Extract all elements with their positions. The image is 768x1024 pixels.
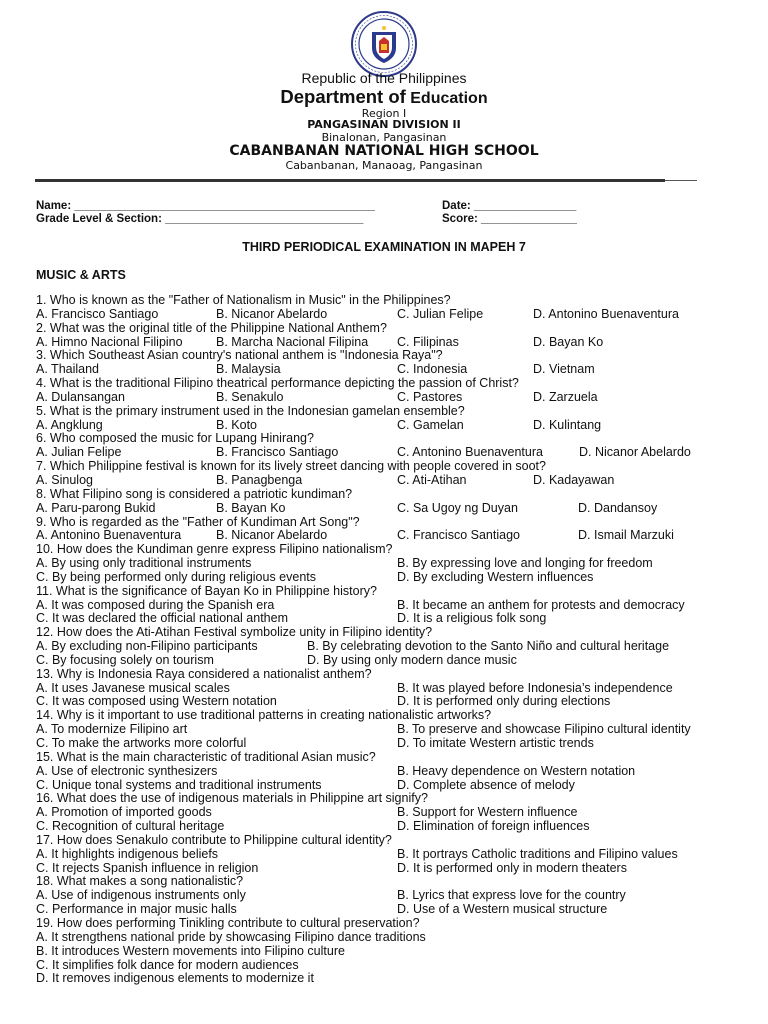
choice-row — [36, 308, 736, 322]
school-location: Cabanbanan, Manaoag, Pangasinan — [285, 159, 483, 172]
choice-c[interactable]: C. Unique tonal systems and traditional instruments — [36, 777, 322, 792]
question-3: 3. Which Southeast Asian country's national anthem is "Indonesia Raya"? — [36, 348, 443, 363]
choice-c[interactable]: C. Filipinas — [397, 334, 459, 349]
choice-a[interactable]: A. Himno Nacional Filipino — [36, 334, 183, 349]
choice-a[interactable]: A. It highlights indigenous beliefs — [36, 846, 219, 861]
choice-a[interactable]: A. Julian Felipe — [36, 445, 122, 460]
question-14: 14. Why is it important to use traditional patterns in creating nationalistic artworks? — [36, 708, 492, 723]
choice-d[interactable]: D. Zarzuela — [533, 389, 598, 404]
choice-d[interactable]: D. Antonino Buenaventura — [533, 306, 679, 321]
choice-b[interactable]: B. Bayan Ko — [216, 500, 286, 515]
choice-a[interactable]: A. Sinulog — [36, 472, 93, 487]
choice-row — [36, 903, 736, 917]
region-line: Region I — [361, 107, 407, 120]
question-15: 15. What is the main characteristic of traditional Asian music? — [36, 749, 376, 764]
choice-d[interactable]: D. Dandansoy — [578, 500, 658, 515]
choice-row — [36, 557, 736, 571]
choice-row — [36, 806, 736, 820]
choice-b[interactable]: B. By celebrating devotion to the Santo Niño and cultural heritage — [307, 639, 670, 654]
choice-c[interactable]: C. Julian Felipe — [397, 306, 484, 321]
choice-c[interactable]: C. Gamelan — [397, 417, 464, 432]
choice-a[interactable]: A. Antonino Buenaventura — [36, 528, 182, 543]
choice-c[interactable]: C. To make the artworks more colorful — [36, 736, 247, 750]
question-1: 1. Who is known as the "Father of Nationalism in Music" in the Philippines? — [36, 293, 451, 307]
choice-row — [36, 599, 736, 613]
choice-d[interactable]: D. It is performed only during elections — [397, 694, 611, 709]
choice-row — [36, 571, 736, 585]
question-7: 7. Which Philippine festival is known for its lively street dancing with people covered in soot? — [36, 459, 546, 474]
choice-row — [36, 529, 736, 543]
header-divider — [35, 179, 665, 182]
division-location: Binalonan, Pangasinan — [321, 131, 447, 144]
question-16: 16. What does the use of indigenous materials in Philippine art signify? — [36, 791, 428, 806]
choice-b[interactable]: B. Support for Western influence — [397, 805, 578, 820]
score-field[interactable]: Score: _______________ — [442, 213, 577, 225]
choice-row — [36, 391, 736, 405]
choice-b[interactable]: B. To preserve and showcase Filipino cultural identity — [397, 722, 691, 737]
choice-d[interactable]: D. Use of a Western musical structure — [397, 902, 608, 917]
choice-c[interactable]: C. Sa Ugoy ng Duyan — [397, 500, 518, 515]
choice-row — [36, 640, 736, 654]
question-2: 2. What was the original title of the Philippine National Anthem? — [36, 320, 387, 335]
choice-c[interactable]: C. Indonesia — [397, 362, 468, 377]
choice-a[interactable]: A. By using only traditional instruments — [36, 556, 252, 571]
choice-a[interactable]: A. Promotion of imported goods — [36, 805, 212, 820]
choice-row — [36, 765, 736, 779]
choice-a[interactable]: A. Use of electronic synthesizers — [36, 763, 218, 778]
date-field[interactable]: Date: ________________ — [442, 200, 577, 212]
choice-a[interactable]: A. Angklung — [36, 417, 103, 432]
choice-a[interactable]: A. It uses Javanese musical scales — [36, 680, 230, 695]
choice-d[interactable]: D. By excluding Western influences — [397, 569, 594, 584]
choice-b[interactable]: B. Malaysia — [216, 362, 281, 377]
choice-d[interactable]: D. Kulintang — [533, 417, 602, 432]
header-divider-tail — [665, 180, 697, 181]
choice-row — [36, 959, 736, 973]
choice-c[interactable]: C. By focusing solely on tourism — [36, 652, 214, 667]
choice-row — [36, 848, 736, 862]
choice-d[interactable]: D. Ismail Marzuki — [578, 528, 674, 543]
choice-b[interactable]: B. It became an anthem for protests and democracy — [397, 597, 685, 612]
deped-seal-icon — [350, 10, 418, 78]
choice-c[interactable]: C. It simplifies folk dance for modern audiences — [36, 957, 299, 972]
choice-row — [36, 737, 736, 751]
choice-a[interactable]: A. It strengthens national pride by showcasing Filipino dance traditions — [36, 929, 426, 944]
choice-row — [36, 654, 736, 668]
choice-a[interactable]: A. To modernize Filipino art — [36, 722, 188, 737]
choice-row — [36, 931, 736, 945]
choice-a[interactable]: A. Dulansangan — [36, 389, 125, 404]
question-18: 18. What makes a song nationalistic? — [36, 874, 244, 889]
question-11: 11. What is the significance of Bayan Ko in Philippine history? — [36, 583, 377, 598]
choice-row — [36, 419, 736, 433]
department-title-part2: Education — [410, 90, 488, 107]
question-13: 13. Why is Indonesia Raya considered a nationalist anthem? — [36, 666, 372, 681]
choice-row — [36, 779, 736, 793]
choice-d[interactable]: D. Complete absence of melody — [397, 777, 575, 792]
choice-a[interactable]: A. It was composed during the Spanish era — [36, 597, 275, 612]
question-17: 17. How does Senakulo contribute to Philippine cultural identity? — [36, 832, 392, 847]
choice-c[interactable]: C. Recognition of cultural heritage — [36, 819, 225, 834]
choice-a[interactable]: A. Thailand — [36, 362, 100, 377]
choice-d[interactable]: D. It is performed only in modern theaters — [397, 860, 627, 875]
division-line: PANGASINAN DIVISION II — [307, 118, 461, 131]
choice-c[interactable]: C. Francisco Santiago — [397, 528, 520, 543]
choice-b[interactable]: B. By expressing love and longing for freedom — [397, 556, 653, 571]
school-name: CABANBANAN NATIONAL HIGH SCHOOL — [229, 143, 539, 159]
choice-row — [36, 972, 736, 986]
choice-c[interactable]: C. Performance in major music halls — [36, 902, 237, 917]
choice-c[interactable]: C. It rejects Spanish influence in religion — [36, 860, 259, 875]
choice-d[interactable]: D. It is a religious folk song — [397, 611, 547, 626]
choice-b[interactable]: B. Heavy dependence on Western notation — [397, 763, 636, 778]
choice-row — [36, 723, 736, 737]
choice-row — [36, 474, 736, 488]
choice-b[interactable]: B. It introduces Western movements into Filipino culture — [36, 943, 345, 958]
choice-c[interactable]: C. Antonino Buenaventura — [397, 445, 543, 460]
choice-b[interactable]: B. Panagbenga — [216, 472, 303, 487]
choice-d[interactable]: D. To imitate Western artistic trends — [397, 736, 594, 750]
choice-a[interactable]: A. Francisco Santiago — [36, 306, 159, 321]
department-title-part1: Department of — [280, 86, 406, 107]
choice-c[interactable]: C. Pastores — [397, 389, 463, 404]
choice-row — [36, 612, 736, 626]
choice-d[interactable]: D. It removes indigenous elements to modernize it — [36, 971, 314, 986]
choice-c[interactable]: C. It was composed using Western notation — [36, 694, 277, 709]
choice-d[interactable]: D. Kadayawan — [533, 472, 615, 487]
choice-d[interactable]: D. By using only modern dance music — [307, 652, 517, 667]
choice-d[interactable]: D. Vietnam — [533, 362, 595, 377]
choice-row — [36, 682, 736, 696]
choice-b[interactable]: B. Francisco Santiago — [216, 445, 339, 460]
choice-b[interactable]: B. Nicanor Abelardo — [216, 306, 328, 321]
choice-row — [36, 889, 736, 903]
choice-row — [36, 695, 736, 709]
choice-b[interactable]: B. It portrays Catholic traditions and Filipino values — [397, 846, 678, 861]
choice-b[interactable]: B. Nicanor Abelardo — [216, 528, 328, 543]
choice-b[interactable]: B. It was played before Indonesia’s independence — [397, 680, 673, 695]
question-12: 12. How does the Ati-Atihan Festival symbolize unity in Filipino identity? — [36, 625, 433, 640]
choice-a[interactable]: A. Paru-parong Bukid — [36, 500, 156, 515]
choice-row — [36, 446, 736, 460]
department-title — [0, 86, 768, 108]
choice-a[interactable]: A. By excluding non-Filipino participants — [36, 639, 258, 654]
question-9: 9. Who is regarded as the "Father of Kundiman Art Song"? — [36, 514, 360, 529]
choice-row — [36, 862, 736, 876]
choice-row — [36, 363, 736, 377]
question-list — [36, 294, 736, 986]
choice-a[interactable]: A. Use of indigenous instruments only — [36, 888, 246, 903]
question-10: 10. How does the Kundiman genre express Filipino nationalism? — [36, 542, 393, 557]
exam-title: THIRD PERIODICAL EXAMINATION IN MAPEH 7 — [242, 240, 526, 254]
choice-b[interactable]: B. Koto — [216, 417, 257, 432]
question-5: 5. What is the primary instrument used in the Indonesian gamelan ensemble? — [36, 403, 465, 418]
choice-d[interactable]: D. Nicanor Abelardo — [579, 445, 691, 460]
choice-row — [36, 945, 736, 959]
question-19: 19. How does performing Tinikling contribute to cultural preservation? — [36, 915, 420, 930]
grade-section-field[interactable]: Grade Level & Section: _______________________________ — [36, 213, 364, 225]
choice-row — [36, 336, 736, 350]
choice-b[interactable]: B. Senakulo — [216, 389, 284, 404]
choice-d[interactable]: D. Elimination of foreign influences — [397, 819, 590, 834]
choice-c[interactable]: C. It was declared the official national anthem — [36, 611, 288, 626]
name-field[interactable]: Name: _______________________________________________ — [36, 200, 375, 212]
choice-row — [36, 502, 736, 516]
question-4: 4. What is the traditional Filipino theatrical performance depicting the passion of Christ? — [36, 376, 519, 391]
choice-c[interactable]: C. Ati-Atihan — [397, 472, 467, 487]
question-8: 8. What Filipino song is considered a patriotic kundiman? — [36, 486, 353, 501]
choice-row — [36, 820, 736, 834]
choice-c[interactable]: C. By being performed only during religious events — [36, 569, 317, 584]
republic-line: Republic of the Philippines — [301, 70, 467, 86]
choice-b[interactable]: B. Marcha Nacional Filipina — [216, 334, 369, 349]
section-title: MUSIC & ARTS — [36, 268, 126, 282]
choice-b[interactable]: B. Lyrics that express love for the country — [397, 888, 626, 903]
question-6: 6. Who composed the music for Lupang Hinirang? — [36, 431, 314, 446]
choice-d[interactable]: D. Bayan Ko — [533, 334, 604, 349]
